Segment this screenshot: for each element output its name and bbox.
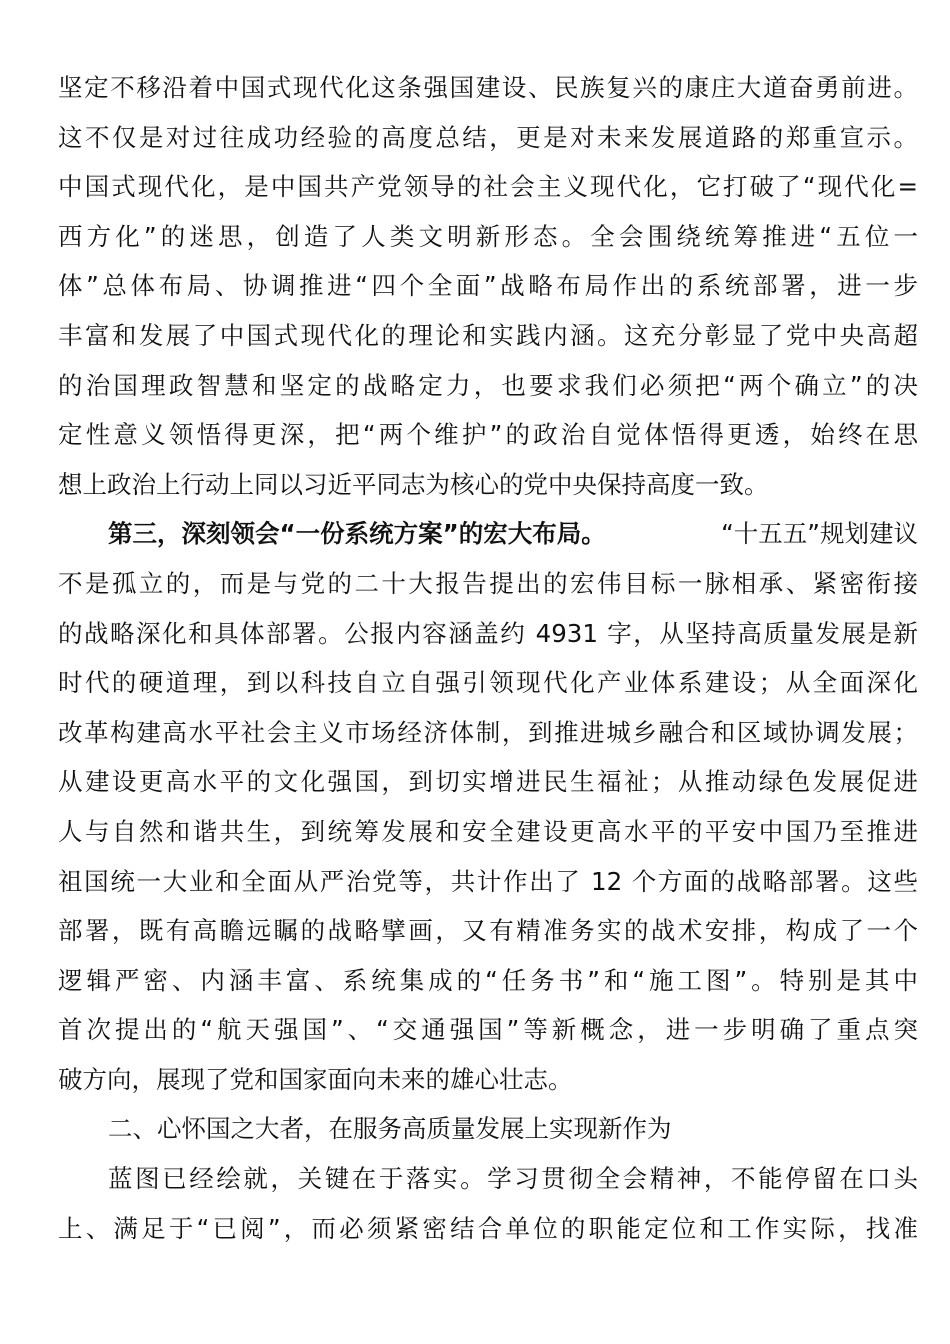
text-line: 逻辑严密、内涵丰富、系统集成的“任务书”和“施工图”。特别是其中 (58, 965, 918, 995)
paragraph-modernization (58, 63, 918, 509)
text-line: 时代的硬道理，到以科技自立自强引领现代化产业体系建设；从全面深化 (58, 668, 918, 698)
text-line: 丰富和发展了中国式现代化的理论和实践内涵。这充分彰显了党中央高超 (58, 320, 918, 350)
text-line: 人与自然和谐共生，到统筹发展和安全建设更高水平的平安中国乃至推进 (58, 816, 918, 846)
text-line: 坚定不移沿着中国式现代化这条强国建设、民族复兴的康庄大道奋勇前进。 (58, 73, 918, 102)
text-line: 从建设更高水平的文化强国，到切实增进民生福祉；从推动绿色发展促进 (58, 767, 918, 797)
text-line: 西方化”的迷思，创造了人类文明新形态。全会围绕统筹推进“五位一 (58, 221, 918, 251)
document-body (58, 63, 918, 1253)
text-line: “十五五”规划建议 (721, 519, 918, 549)
text-line: 体”总体布局、协调推进“四个全面”战略布局作出的系统部署，进一步 (58, 271, 918, 301)
text-line: 的治国理政智慧和坚定的战略定力，也要求我们必须把“两个确立”的决 (58, 370, 918, 400)
text-line: 的战略深化和具体部署。公报内容涵盖约 4931 字，从坚持高质量发展是新 (58, 618, 918, 648)
text-line: 破方向，展现了党和国家面向未来的雄心壮志。 (58, 1064, 573, 1094)
section-three-heading: 第三，深刻领会“一份系统方案”的宏大布局。 (108, 519, 606, 549)
text-line: 不是孤立的，而是与党的二十大报告提出的宏伟目标一脉相承、紧密衔接 (58, 568, 918, 598)
section-two-heading (58, 1104, 918, 1154)
text-line: 蓝图已经绘就，关键在于落实。学习贯彻全会精神，不能停留在口头 (108, 1164, 918, 1194)
paragraph-closing (58, 1154, 918, 1253)
text-line: 定性意义领悟得更深，把“两个维护”的政治自觉体悟得更透，始终在思 (58, 420, 918, 450)
paragraph-section-three (58, 509, 918, 1104)
heading-text: 二、心怀国之大者，在服务高质量发展上实现新作为 (108, 1114, 672, 1144)
text-line: 祖国统一大业和全面从严治党等，共计作出了 12 个方面的战略部署。这些 (58, 866, 918, 896)
text-line: 改革构建高水平社会主义市场经济体制，到推进城乡融合和区域协调发展； (58, 717, 918, 747)
text-line: 首次提出的“航天强国”、“交通强国”等新概念，进一步明确了重点突 (58, 1015, 918, 1045)
text-line: 部署，既有高瞻远瞩的战略擘画，又有精准务实的战术安排，构成了一个 (58, 916, 918, 946)
text-line: 这不仅是对过往成功经验的高度总结，更是对未来发展道路的郑重宣示。 (58, 122, 918, 152)
text-line: 想上政治上行动上同以习近平同志为核心的党中央保持高度一致。 (58, 469, 769, 499)
text-line: 上、满足于“已阅”，而必须紧密结合单位的职能定位和工作实际，找准 (58, 1213, 918, 1243)
text-line: 中国式现代化，是中国共产党领导的社会主义现代化，它打破了“现代化= (58, 172, 918, 202)
